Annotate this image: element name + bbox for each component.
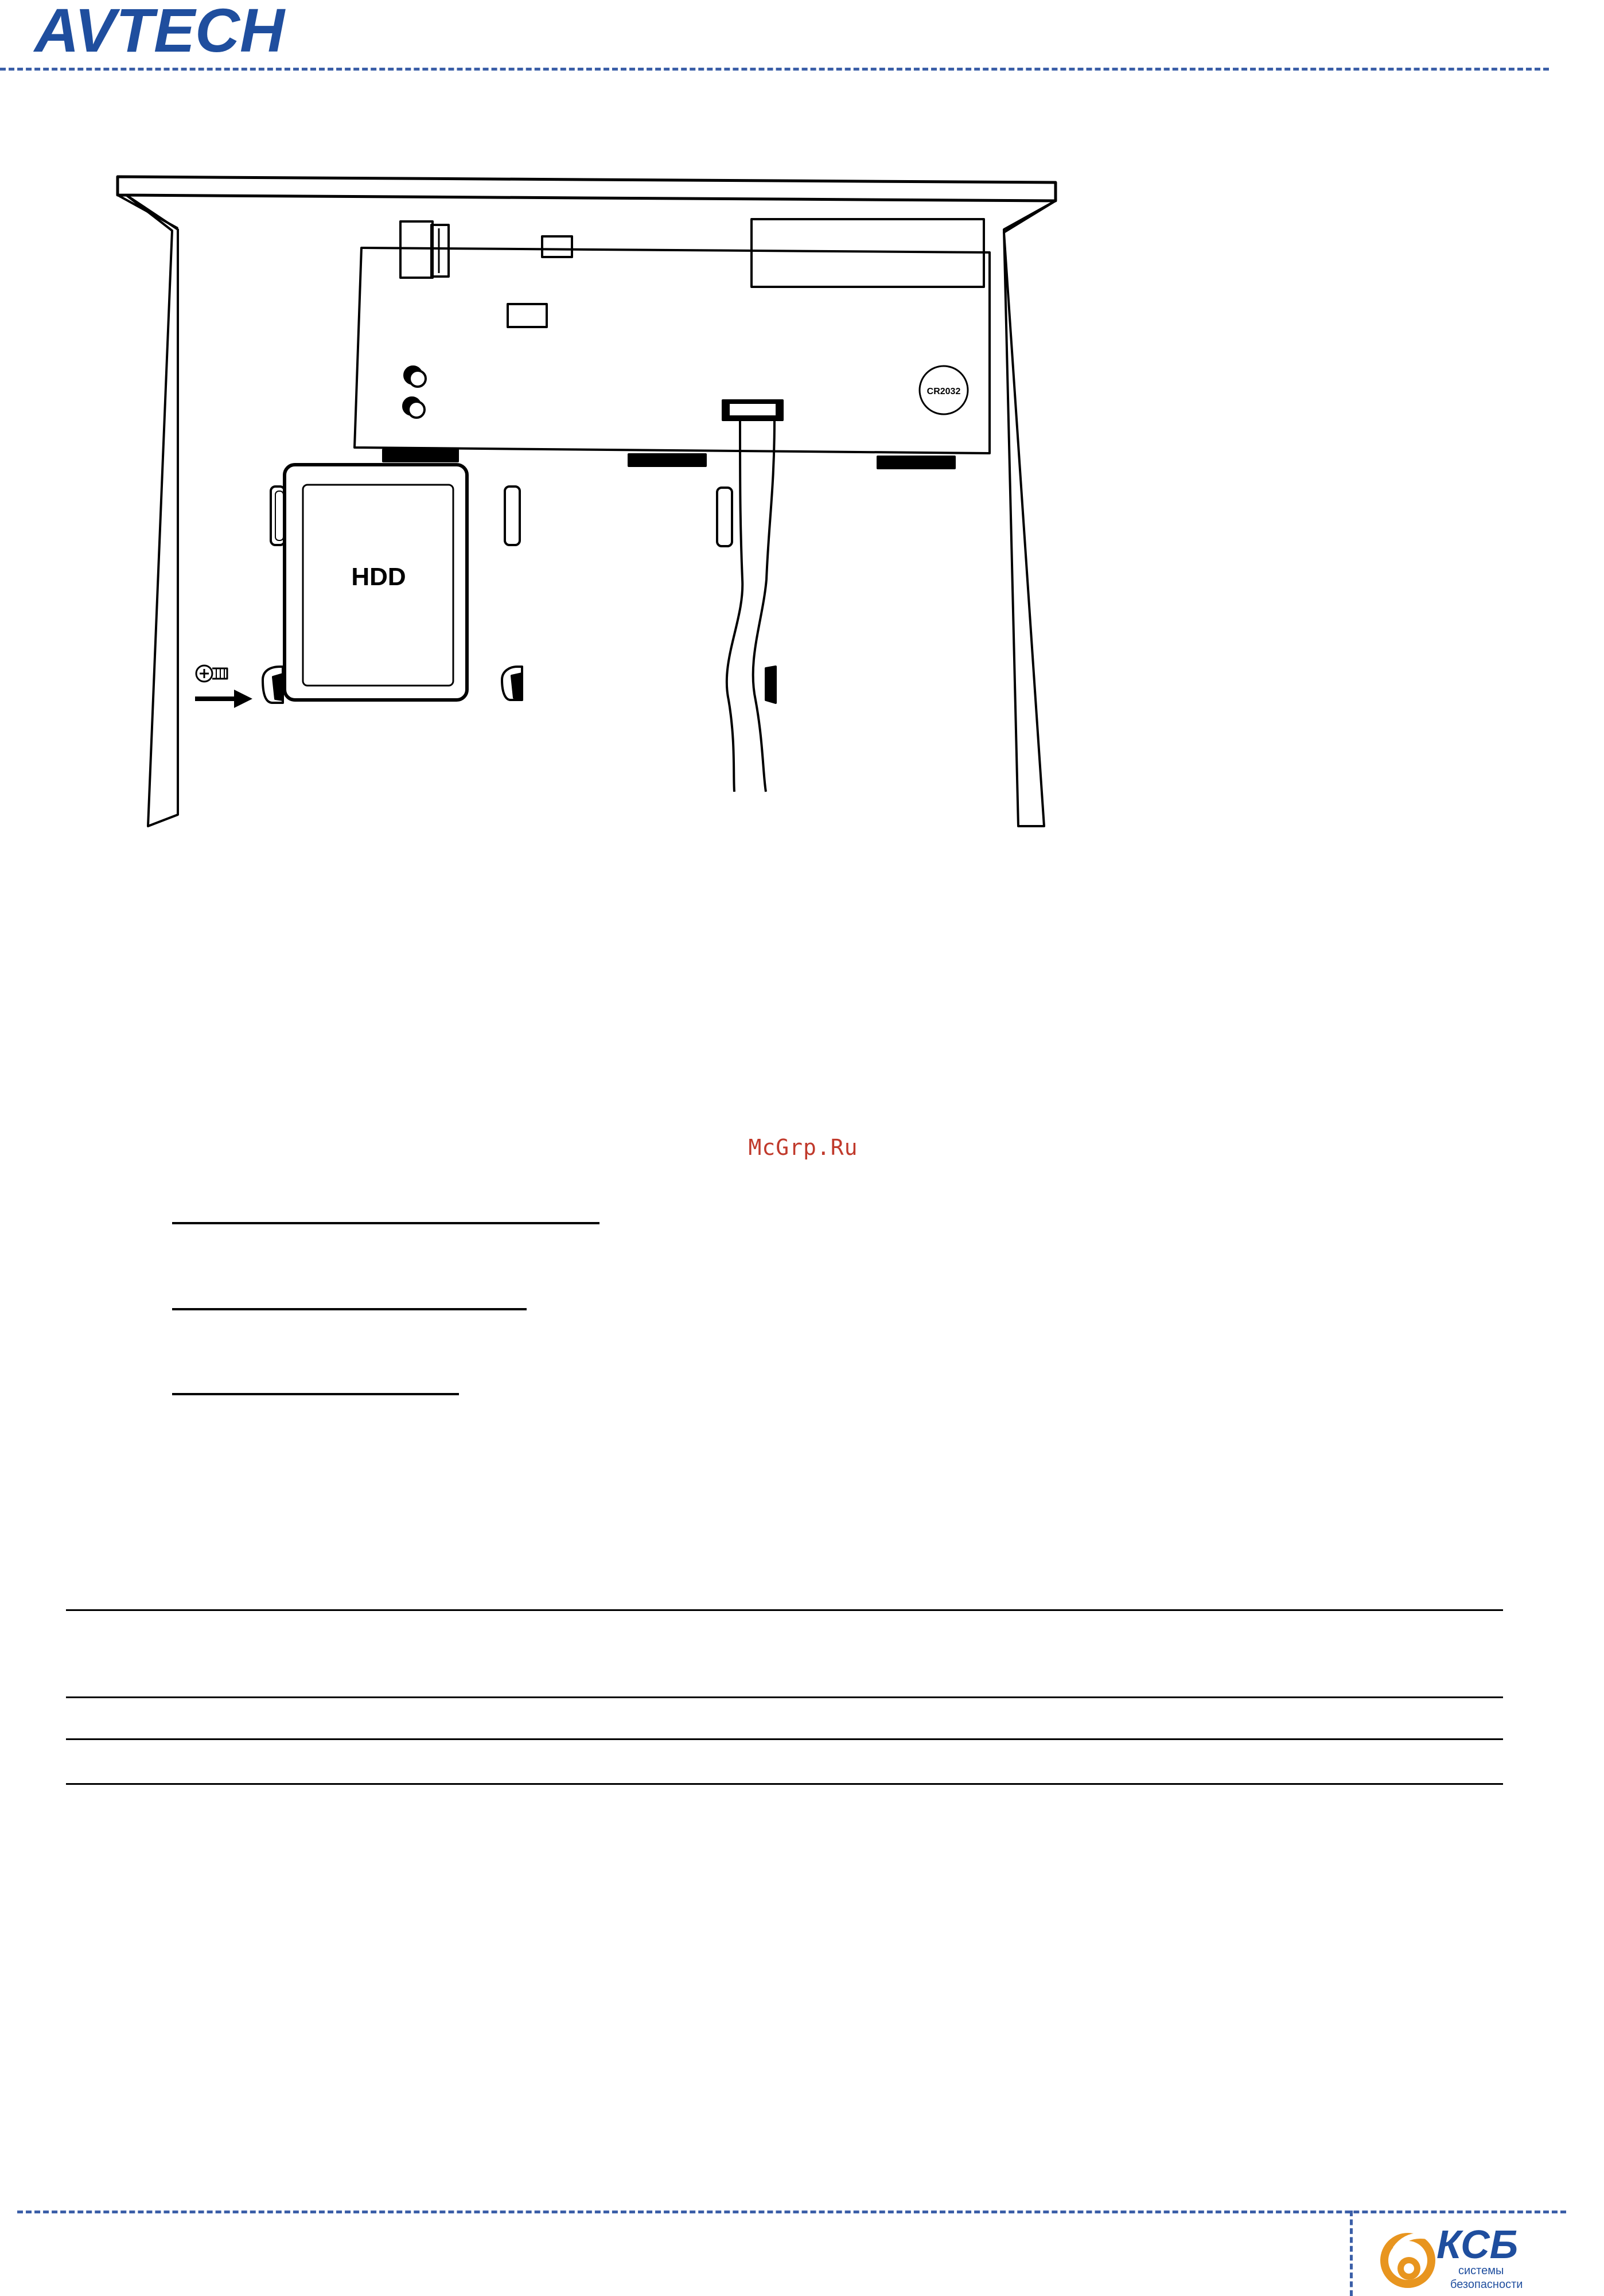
case-left-wall: [126, 195, 178, 826]
table-rule: [66, 1696, 1503, 1698]
table-rule: [66, 1609, 1503, 1611]
table-rule: [66, 1738, 1503, 1740]
mount-bracket: [717, 488, 732, 546]
power-connector: [400, 221, 433, 278]
blank-underline: [172, 1222, 599, 1224]
ksb-emblem-icon: [1380, 2233, 1435, 2288]
case-top-panel: [118, 177, 1056, 201]
table-rule: [66, 1783, 1503, 1785]
footer-rule: [17, 2211, 1566, 2213]
avtech-logo-text: AVTECH: [34, 0, 285, 63]
header-rule: [0, 68, 1549, 71]
footer-divider: [1350, 2211, 1353, 2296]
mount-hole: [766, 667, 776, 703]
sata-port: [629, 454, 706, 466]
sata-port: [383, 450, 458, 461]
mainboard: [355, 248, 990, 453]
screw-icon: [196, 666, 227, 682]
watermark-text: McGrp.Ru: [748, 1135, 858, 1160]
case-right-wall: [1004, 201, 1056, 826]
ksb-tagline-1: системы: [1458, 2264, 1504, 2277]
ksb-tagline-2: безопасности: [1450, 2278, 1523, 2291]
ksb-logo: [1372, 2213, 1544, 2296]
chip-small: [542, 236, 572, 257]
avtech-logo: [32, 0, 330, 63]
hdd-label: HDD: [351, 563, 406, 591]
battery-label: CR2032: [926, 387, 961, 396]
blank-underline: [172, 1393, 459, 1395]
data-cable: [727, 419, 774, 792]
hdd-installation-diagram: [109, 166, 1073, 843]
sata-port: [878, 457, 955, 468]
ksb-letters: КСБ: [1436, 2222, 1519, 2267]
chip-small: [508, 304, 547, 327]
mount-bracket: [505, 487, 520, 545]
blank-underline: [172, 1308, 527, 1310]
insert-arrow-icon: [195, 690, 252, 708]
